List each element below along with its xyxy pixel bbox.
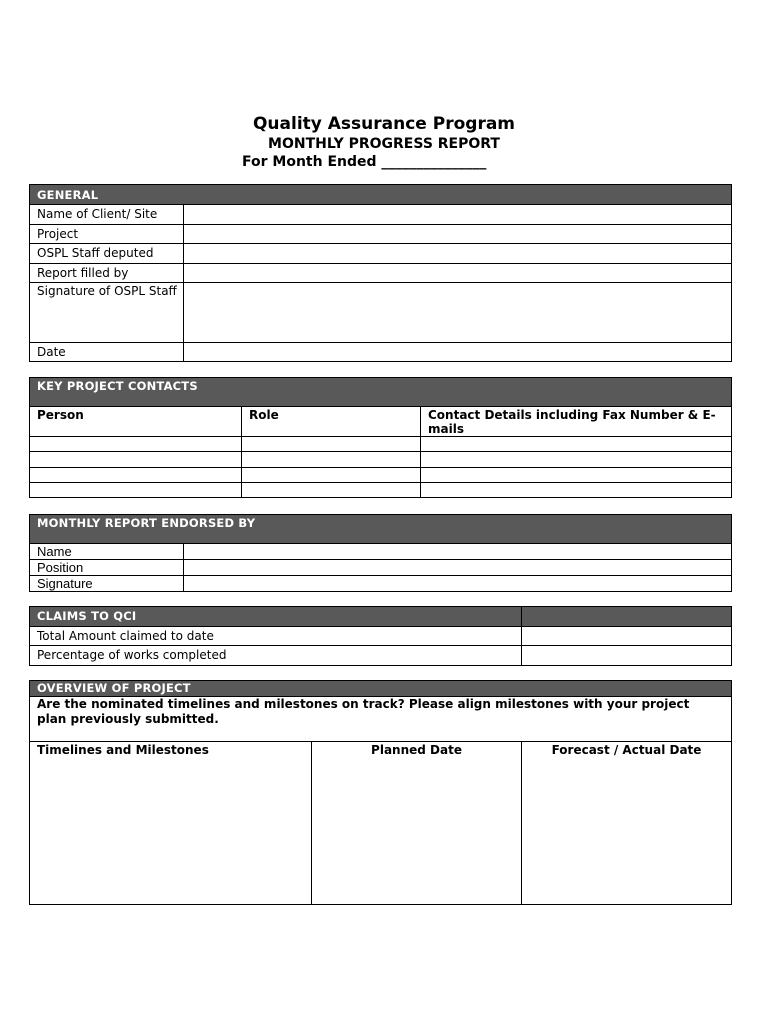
contacts-header: KEY PROJECT CONTACTS [29,377,732,407]
contacts-person-cell[interactable] [29,467,242,483]
claims-header: CLAIMS TO QCI [29,606,522,627]
contacts-col-role: Role [241,406,421,437]
general-field-report-filled-by[interactable] [183,263,732,283]
contacts-details-cell[interactable] [420,436,732,452]
overview-header: OVERVIEW OF PROJECT [29,680,732,697]
general-header: GENERAL [29,184,732,205]
claims-field-total-amount[interactable] [521,626,732,646]
claims-field-percentage[interactable] [521,645,732,666]
contacts-role-cell[interactable] [241,482,421,498]
general-field-staff-deputed[interactable] [183,243,732,264]
general-field-client-site[interactable] [183,204,732,225]
contacts-details-cell[interactable] [420,451,732,468]
contacts-person-cell[interactable] [29,451,242,468]
overview-col-milestones[interactable]: Timelines and Milestones [29,741,312,905]
contacts-details-cell[interactable] [420,482,732,498]
endorsed-field-signature[interactable] [183,575,732,592]
claims-label-total-amount: Total Amount claimed to date [29,626,522,646]
contacts-role-cell[interactable] [241,436,421,452]
endorsed-label-name: Name [29,543,184,560]
general-field-date[interactable] [183,342,732,362]
general-label-staff-deputed: OSPL Staff deputed [29,243,184,264]
overview-question: Are the nominated timelines and milestones on track? Please align milestones with your project plan previously submitted. [29,696,732,742]
claims-label-percentage: Percentage of works completed [29,645,522,666]
general-label-report-filled-by: Report filled by [29,263,184,283]
endorsed-label-position: Position [29,559,184,576]
general-label-signature: Signature of OSPL Staff [29,282,184,343]
claims-header-value [521,606,732,627]
program-title: Quality Assurance Program [252,114,516,134]
general-label-client-site: Name of Client/ Site [29,204,184,225]
contacts-role-cell[interactable] [241,451,421,468]
general-field-project[interactable] [183,224,732,244]
contacts-person-cell[interactable] [29,482,242,498]
report-title: MONTHLY PROGRESS REPORT [268,136,500,152]
endorsed-label-signature: Signature [29,575,184,592]
report-title-block [0,113,768,170]
endorsed-field-position[interactable] [183,559,732,576]
general-label-project: Project [29,224,184,244]
overview-col-planned-date[interactable]: Planned Date [311,741,522,905]
endorsed-header: MONTHLY REPORT ENDORSED BY [29,514,732,544]
contacts-details-cell[interactable] [420,467,732,483]
contacts-col-details: Contact Details including Fax Number & E-mails [420,406,732,437]
month-ended-line: For Month Ended _______________ [242,154,487,170]
general-label-date: Date [29,342,184,362]
endorsed-field-name[interactable] [183,543,732,560]
contacts-col-person: Person [29,406,242,437]
contacts-person-cell[interactable] [29,436,242,452]
overview-col-forecast-date[interactable]: Forecast / Actual Date [521,741,732,905]
general-field-signature[interactable] [183,282,732,343]
contacts-role-cell[interactable] [241,467,421,483]
